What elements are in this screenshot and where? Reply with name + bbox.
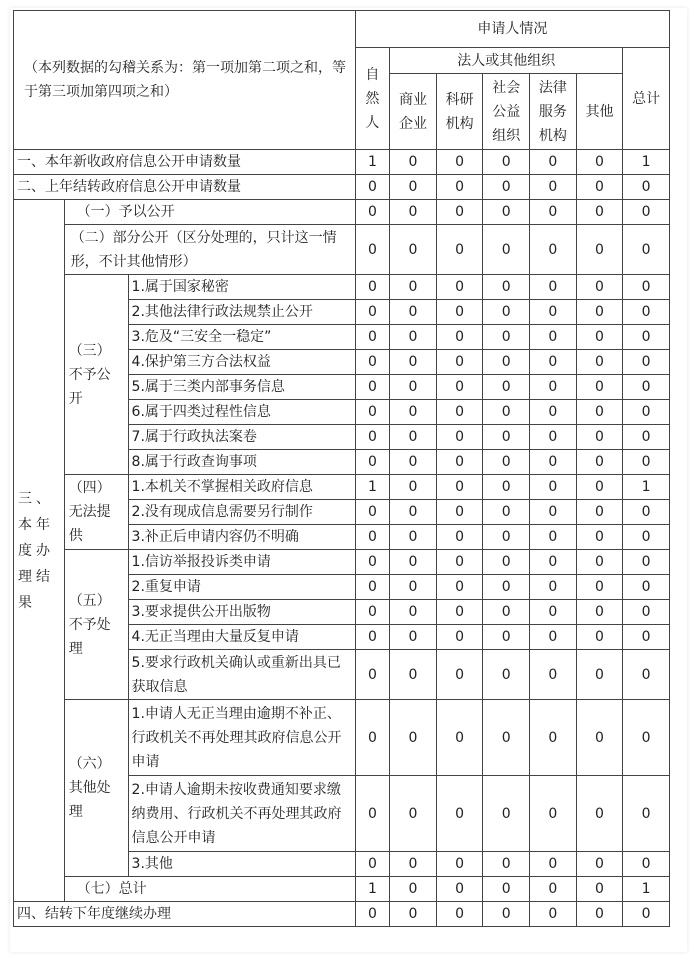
value-research: 0 bbox=[436, 852, 483, 877]
value-natural-person: 1 bbox=[355, 877, 389, 902]
value-research: 0 bbox=[436, 200, 483, 225]
group-label: （五）不予处理 bbox=[64, 550, 128, 700]
item-label: 1.申请人无正当理由逾期不补正、行政机关不再处理其政府信息公开申请 bbox=[128, 700, 355, 776]
value-legal-service: 0 bbox=[530, 150, 577, 175]
value-natural-person: 0 bbox=[355, 225, 389, 275]
value-research: 0 bbox=[436, 877, 483, 902]
value-research: 0 bbox=[436, 175, 483, 200]
item-label: 7.属于行政执法案卷 bbox=[128, 425, 355, 450]
value-research: 0 bbox=[436, 700, 483, 776]
value-public-welfare: 0 bbox=[483, 450, 530, 475]
header-public-welfare: 社会公益组织 bbox=[483, 74, 530, 150]
value-public-welfare: 0 bbox=[483, 500, 530, 525]
value-business: 0 bbox=[390, 375, 437, 400]
value-public-welfare: 0 bbox=[483, 700, 530, 776]
value-natural-person: 0 bbox=[355, 650, 389, 700]
value-other: 0 bbox=[576, 500, 623, 525]
header-applicant: 申请人情况 bbox=[355, 11, 669, 48]
value-natural-person: 0 bbox=[355, 525, 389, 550]
value-natural-person: 0 bbox=[355, 500, 389, 525]
value-public-welfare: 0 bbox=[483, 300, 530, 325]
header-total: 总计 bbox=[623, 48, 670, 150]
value-public-welfare: 0 bbox=[483, 625, 530, 650]
value-business: 0 bbox=[390, 525, 437, 550]
value-natural-person: 0 bbox=[355, 425, 389, 450]
value-public-welfare: 0 bbox=[483, 776, 530, 852]
value-total: 0 bbox=[623, 450, 670, 475]
value-other: 0 bbox=[576, 300, 623, 325]
value-research: 0 bbox=[436, 650, 483, 700]
value-public-welfare: 0 bbox=[483, 375, 530, 400]
value-natural-person: 0 bbox=[355, 902, 389, 927]
row-label: 一、本年新收政府信息公开申请数量 bbox=[14, 150, 356, 175]
row-label: 二、上年结转政府信息公开申请数量 bbox=[14, 175, 356, 200]
value-business: 0 bbox=[390, 275, 437, 300]
value-legal-service: 0 bbox=[530, 400, 577, 425]
value-public-welfare: 0 bbox=[483, 325, 530, 350]
value-business: 0 bbox=[390, 852, 437, 877]
value-public-welfare: 0 bbox=[483, 425, 530, 450]
value-business: 0 bbox=[390, 877, 437, 902]
value-total: 0 bbox=[623, 575, 670, 600]
value-other: 0 bbox=[576, 700, 623, 776]
table-row bbox=[14, 175, 670, 200]
group-label: （三）不予公开 bbox=[64, 275, 128, 475]
value-total: 0 bbox=[623, 300, 670, 325]
table-row bbox=[14, 550, 670, 575]
value-public-welfare: 0 bbox=[483, 575, 530, 600]
value-other: 0 bbox=[576, 225, 623, 275]
value-legal-service: 0 bbox=[530, 225, 577, 275]
value-legal-service: 0 bbox=[530, 350, 577, 375]
value-legal-service: 0 bbox=[530, 776, 577, 852]
value-total: 0 bbox=[623, 650, 670, 700]
value-total: 0 bbox=[623, 852, 670, 877]
value-research: 0 bbox=[436, 475, 483, 500]
value-public-welfare: 0 bbox=[483, 852, 530, 877]
value-total: 0 bbox=[623, 200, 670, 225]
value-research: 0 bbox=[436, 400, 483, 425]
value-natural-person: 0 bbox=[355, 575, 389, 600]
value-other: 0 bbox=[576, 375, 623, 400]
value-legal-service: 0 bbox=[530, 852, 577, 877]
value-business: 0 bbox=[390, 450, 437, 475]
value-business: 0 bbox=[390, 550, 437, 575]
value-other: 0 bbox=[576, 450, 623, 475]
value-legal-service: 0 bbox=[530, 700, 577, 776]
value-legal-service: 0 bbox=[530, 500, 577, 525]
value-research: 0 bbox=[436, 600, 483, 625]
value-other: 0 bbox=[576, 525, 623, 550]
value-other: 0 bbox=[576, 776, 623, 852]
value-research: 0 bbox=[436, 275, 483, 300]
value-total: 0 bbox=[623, 776, 670, 852]
value-natural-person: 0 bbox=[355, 550, 389, 575]
value-legal-service: 0 bbox=[530, 300, 577, 325]
value-natural-person: 0 bbox=[355, 776, 389, 852]
value-natural-person: 0 bbox=[355, 275, 389, 300]
value-business: 0 bbox=[390, 150, 437, 175]
header-note: （本列数据的勾稽关系为：第一项加第二项之和，等于第三项加第四项之和） bbox=[14, 11, 356, 150]
header-legal-service: 法律服务机构 bbox=[530, 74, 577, 150]
value-total: 0 bbox=[623, 275, 670, 300]
value-total: 0 bbox=[623, 625, 670, 650]
value-public-welfare: 0 bbox=[483, 350, 530, 375]
value-business: 0 bbox=[390, 600, 437, 625]
section-3-label: 三、本年度办理结果 bbox=[14, 200, 65, 902]
value-research: 0 bbox=[436, 150, 483, 175]
value-public-welfare: 0 bbox=[483, 877, 530, 902]
value-natural-person: 0 bbox=[355, 700, 389, 776]
value-business: 0 bbox=[390, 200, 437, 225]
value-natural-person: 0 bbox=[355, 325, 389, 350]
item-label: 1.信访举报投诉类申请 bbox=[128, 550, 355, 575]
value-other: 0 bbox=[576, 852, 623, 877]
table-row bbox=[14, 902, 670, 927]
value-legal-service: 0 bbox=[530, 325, 577, 350]
item-label: 4.保护第三方合法权益 bbox=[128, 350, 355, 375]
item-label: 5.属于三类内部事务信息 bbox=[128, 375, 355, 400]
value-natural-person: 0 bbox=[355, 350, 389, 375]
value-natural-person: 0 bbox=[355, 375, 389, 400]
table-row bbox=[14, 877, 670, 902]
value-legal-service: 0 bbox=[530, 200, 577, 225]
value-legal-service: 0 bbox=[530, 425, 577, 450]
value-other: 0 bbox=[576, 575, 623, 600]
value-natural-person: 0 bbox=[355, 450, 389, 475]
value-research: 0 bbox=[436, 625, 483, 650]
table-row bbox=[14, 225, 670, 275]
value-total: 0 bbox=[623, 902, 670, 927]
value-business: 0 bbox=[390, 325, 437, 350]
value-research: 0 bbox=[436, 425, 483, 450]
value-other: 0 bbox=[576, 625, 623, 650]
value-research: 0 bbox=[436, 350, 483, 375]
row-label: （七）总计 bbox=[64, 877, 355, 902]
value-other: 0 bbox=[576, 902, 623, 927]
value-natural-person: 0 bbox=[355, 400, 389, 425]
value-legal-service: 0 bbox=[530, 275, 577, 300]
value-legal-service: 0 bbox=[530, 175, 577, 200]
value-total: 0 bbox=[623, 175, 670, 200]
disclosure-statistics-table bbox=[13, 10, 670, 927]
value-business: 0 bbox=[390, 300, 437, 325]
table-row bbox=[14, 200, 670, 225]
value-research: 0 bbox=[436, 225, 483, 275]
item-label: 2.重复申请 bbox=[128, 575, 355, 600]
header-research: 科研机构 bbox=[436, 74, 483, 150]
value-business: 0 bbox=[390, 650, 437, 700]
value-public-welfare: 0 bbox=[483, 175, 530, 200]
value-other: 0 bbox=[576, 877, 623, 902]
table-row bbox=[14, 700, 670, 776]
value-total: 0 bbox=[623, 325, 670, 350]
item-label: 6.属于四类过程性信息 bbox=[128, 400, 355, 425]
value-business: 0 bbox=[390, 776, 437, 852]
value-public-welfare: 0 bbox=[483, 225, 530, 275]
value-public-welfare: 0 bbox=[483, 400, 530, 425]
value-legal-service: 0 bbox=[530, 575, 577, 600]
value-other: 0 bbox=[576, 400, 623, 425]
value-total: 0 bbox=[623, 425, 670, 450]
value-research: 0 bbox=[436, 450, 483, 475]
item-label: 4.无正当理由大量反复申请 bbox=[128, 625, 355, 650]
value-business: 0 bbox=[390, 475, 437, 500]
value-other: 0 bbox=[576, 275, 623, 300]
group-label: （四）无法提供 bbox=[64, 475, 128, 550]
header-business: 商业企业 bbox=[390, 74, 437, 150]
value-public-welfare: 0 bbox=[483, 550, 530, 575]
value-other: 0 bbox=[576, 175, 623, 200]
row-label: （一）予以公开 bbox=[64, 200, 355, 225]
value-other: 0 bbox=[576, 650, 623, 700]
value-other: 0 bbox=[576, 600, 623, 625]
item-label: 1.属于国家秘密 bbox=[128, 275, 355, 300]
value-other: 0 bbox=[576, 350, 623, 375]
value-public-welfare: 0 bbox=[483, 150, 530, 175]
value-legal-service: 0 bbox=[530, 600, 577, 625]
item-label: 5.要求行政机关确认或重新出具已获取信息 bbox=[128, 650, 355, 700]
value-legal-service: 0 bbox=[530, 450, 577, 475]
value-research: 0 bbox=[436, 525, 483, 550]
value-business: 0 bbox=[390, 225, 437, 275]
item-label: 3.危及“三安全一稳定” bbox=[128, 325, 355, 350]
value-natural-person: 0 bbox=[355, 300, 389, 325]
value-research: 0 bbox=[436, 575, 483, 600]
value-total: 1 bbox=[623, 150, 670, 175]
table-row bbox=[14, 475, 670, 500]
value-research: 0 bbox=[436, 550, 483, 575]
value-legal-service: 0 bbox=[530, 650, 577, 700]
value-natural-person: 0 bbox=[355, 175, 389, 200]
value-business: 0 bbox=[390, 350, 437, 375]
table-row bbox=[14, 150, 670, 175]
value-public-welfare: 0 bbox=[483, 275, 530, 300]
item-label: 2.申请人逾期未按收费通知要求缴纳费用、行政机关不再处理其政府信息公开申请 bbox=[128, 776, 355, 852]
item-label: 3.要求提供公开出版物 bbox=[128, 600, 355, 625]
value-natural-person: 1 bbox=[355, 475, 389, 500]
value-total: 0 bbox=[623, 600, 670, 625]
item-label: 2.其他法律行政法规禁止公开 bbox=[128, 300, 355, 325]
value-total: 1 bbox=[623, 475, 670, 500]
value-legal-service: 0 bbox=[530, 902, 577, 927]
value-research: 0 bbox=[436, 902, 483, 927]
value-public-welfare: 0 bbox=[483, 475, 530, 500]
value-natural-person: 0 bbox=[355, 625, 389, 650]
row-label: 四、结转下年度继续办理 bbox=[14, 902, 356, 927]
value-legal-service: 0 bbox=[530, 475, 577, 500]
value-total: 0 bbox=[623, 550, 670, 575]
group-label: （六）其他处理 bbox=[64, 700, 128, 877]
value-research: 0 bbox=[436, 375, 483, 400]
item-label: 1.本机关不掌握相关政府信息 bbox=[128, 475, 355, 500]
value-other: 0 bbox=[576, 475, 623, 500]
value-business: 0 bbox=[390, 400, 437, 425]
value-public-welfare: 0 bbox=[483, 902, 530, 927]
value-other: 0 bbox=[576, 150, 623, 175]
value-research: 0 bbox=[436, 500, 483, 525]
value-public-welfare: 0 bbox=[483, 525, 530, 550]
value-public-welfare: 0 bbox=[483, 600, 530, 625]
item-label: 3.其他 bbox=[128, 852, 355, 877]
value-business: 0 bbox=[390, 902, 437, 927]
value-business: 0 bbox=[390, 500, 437, 525]
value-total: 0 bbox=[623, 700, 670, 776]
value-natural-person: 0 bbox=[355, 852, 389, 877]
item-label: 8.属于行政查询事项 bbox=[128, 450, 355, 475]
value-business: 0 bbox=[390, 700, 437, 776]
value-other: 0 bbox=[576, 550, 623, 575]
value-business: 0 bbox=[390, 575, 437, 600]
value-research: 0 bbox=[436, 325, 483, 350]
value-total: 0 bbox=[623, 225, 670, 275]
header-other: 其他 bbox=[576, 74, 623, 150]
value-natural-person: 0 bbox=[355, 200, 389, 225]
header-legal-group: 法人或其他组织 bbox=[390, 48, 623, 74]
value-total: 0 bbox=[623, 500, 670, 525]
value-total: 0 bbox=[623, 375, 670, 400]
row-label: （二）部分公开（区分处理的，只计这一情形，不计其他情形） bbox=[64, 225, 355, 275]
value-total: 0 bbox=[623, 525, 670, 550]
header-natural-person: 自然人 bbox=[355, 48, 389, 150]
value-other: 0 bbox=[576, 425, 623, 450]
value-business: 0 bbox=[390, 425, 437, 450]
value-research: 0 bbox=[436, 776, 483, 852]
value-legal-service: 0 bbox=[530, 625, 577, 650]
value-legal-service: 0 bbox=[530, 550, 577, 575]
value-natural-person: 0 bbox=[355, 600, 389, 625]
value-public-welfare: 0 bbox=[483, 200, 530, 225]
value-total: 0 bbox=[623, 350, 670, 375]
value-research: 0 bbox=[436, 300, 483, 325]
value-business: 0 bbox=[390, 625, 437, 650]
value-total: 1 bbox=[623, 877, 670, 902]
value-legal-service: 0 bbox=[530, 375, 577, 400]
value-legal-service: 0 bbox=[530, 877, 577, 902]
value-legal-service: 0 bbox=[530, 525, 577, 550]
item-label: 2.没有现成信息需要另行制作 bbox=[128, 500, 355, 525]
value-other: 0 bbox=[576, 200, 623, 225]
value-total: 0 bbox=[623, 400, 670, 425]
value-other: 0 bbox=[576, 325, 623, 350]
value-natural-person: 1 bbox=[355, 150, 389, 175]
value-public-welfare: 0 bbox=[483, 650, 530, 700]
table-row bbox=[14, 275, 670, 300]
value-business: 0 bbox=[390, 175, 437, 200]
item-label: 3.补正后申请内容仍不明确 bbox=[128, 525, 355, 550]
